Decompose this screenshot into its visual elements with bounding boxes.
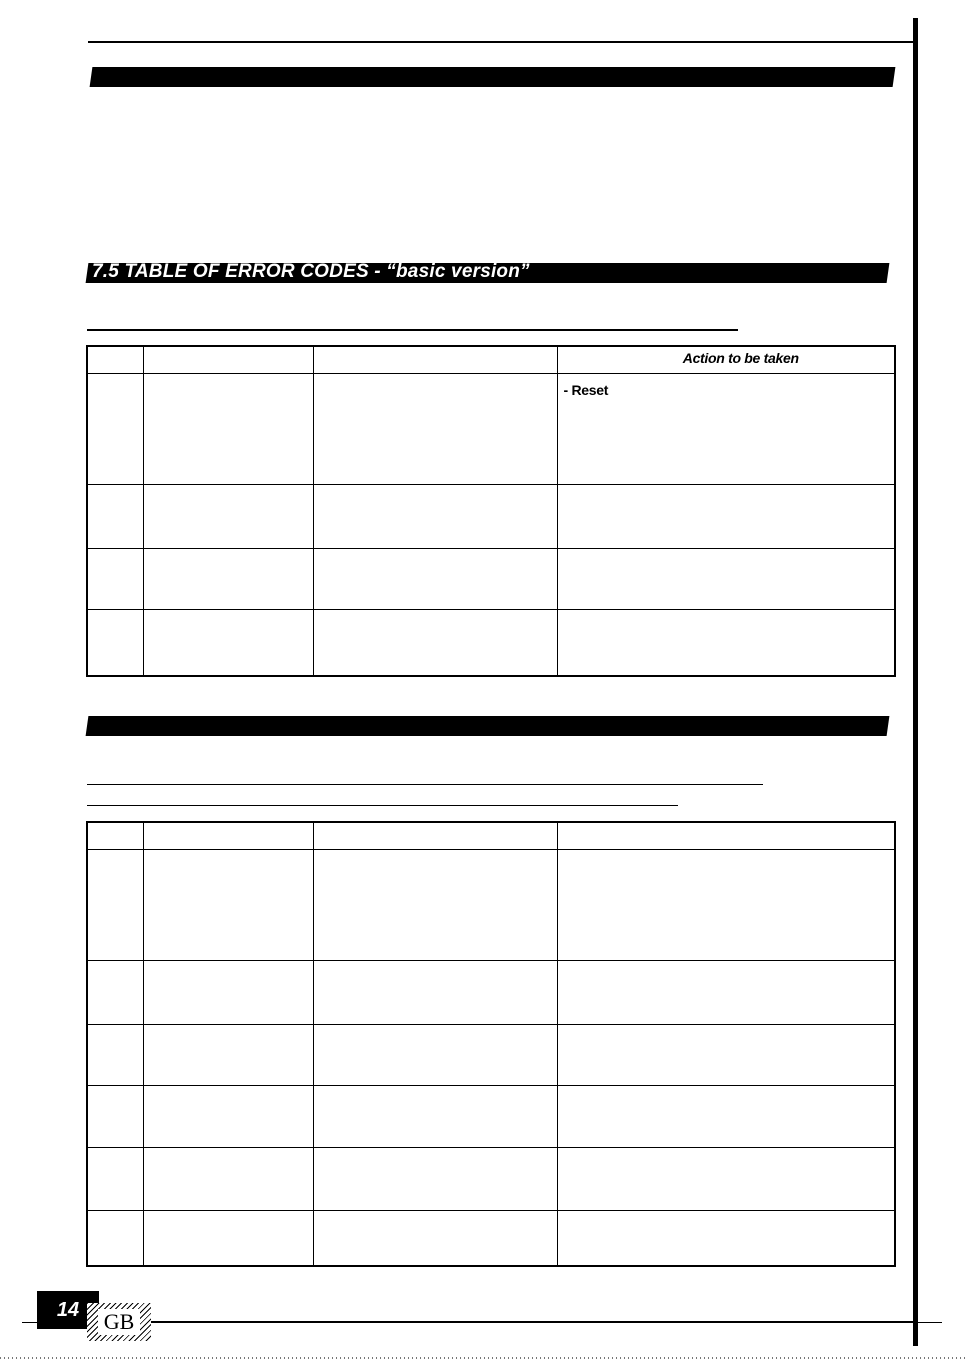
table-row [87,1210,895,1266]
header-cell-cause [313,346,557,373]
footer-rule [150,1321,915,1323]
table-row [87,373,895,484]
action-cell [557,373,895,484]
table-row [87,609,895,676]
section-title-7-5: 7.5 TABLE OF ERROR CODES - “basic version” [92,261,530,282]
action-reset-text: - Reset [563,381,609,398]
right-border [913,18,918,1346]
right-border-tick [918,1322,942,1323]
section-band-7-6 [86,716,890,736]
footer-rule-left [22,1322,38,1323]
header-cell-action [557,346,895,373]
language-label: GB [98,1309,140,1335]
table-row [87,849,895,960]
underline-3 [87,805,678,806]
page-bottom-dotted-edge [0,1357,965,1359]
table-header-row [87,346,895,373]
table-row [87,1147,895,1210]
table-header-row [87,822,895,849]
underline-2 [87,784,763,785]
table-row [87,1024,895,1085]
top-rule [88,41,918,43]
page-number: 14 [37,1291,99,1329]
table-row [87,484,895,548]
header-cell-description [143,346,313,373]
table-row [87,548,895,609]
table-row [87,1085,895,1147]
underline-1 [87,329,738,331]
header-cell-code [87,346,143,373]
error-codes-table-2 [86,821,896,1267]
error-codes-table-basic [86,345,896,677]
header-action-label: Action to be taken [682,350,799,366]
table-row [87,960,895,1024]
top-header-band [90,67,896,87]
